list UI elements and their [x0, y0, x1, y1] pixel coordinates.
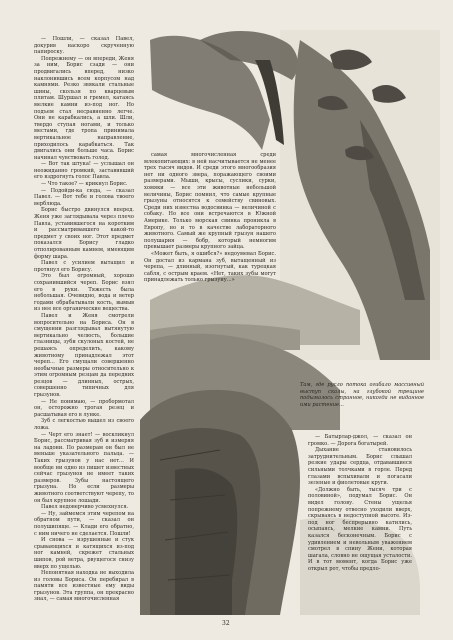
paragraph: — Батырлар-джол, — сказал он громко. — Дорога богатырей. — [308, 434, 412, 447]
paragraph: — Подойди-ка сюда, — сказал Павел. — Вот тебе и голова твоего верблюда. — [34, 187, 134, 207]
paragraph: И снова — изрушенные и стук срывающихся и катящихся из-под ног камней, скрежет стальных шипов, рой ветра, рвущегося снизу вверх по ущелью. — [34, 537, 134, 570]
middle-text-column — [144, 152, 276, 328]
paragraph: самая многочисленная среди млекопитающих: в ней насчитывается не менее трех тысяч видов. И среди этого многообразия нет ни одного звера, поражающего своими размерами. Мыши, крысы, суслики, сурки, хомяки — все эти животные небольшой величины, Борис помнил, что самые крупные грызуны относятся к семейству свиновых. Среди них известна водосвинка — величиной с собаку. Но все они встречаются в Южной Америке. Только морская свинка проникла в Европу, но и то в качестве лабораторного животного. Самый же крупный грызун нашего полушария — бобр, который немногим превышает размеры крупного зайца. — [144, 152, 276, 251]
paragraph: — Что такое? — крикнул Борис. — [41, 181, 128, 188]
paragraph: — Черт его знает! — воскликнул Борис, рассматривая зуб и измеряя на ладони. По размерам он был не меньше указательного пальца. — Таких грызунов у нас нет... И вообще ни одно из пишет известных сейчас грызунов не имеет таких размеров. Зубы настоящего грызуна. Но если размеры животного соответствуют черепу, то он был крупное лошади. — [34, 431, 134, 504]
left-text-column — [34, 36, 134, 611]
paragraph: Борис быстро двинулся вперед. Женя уже заглядывала через плечо Павла, уставившегося на коротким и рассматривавшего какой-то предмет у своих ног. Этот предмет показался Борису гладко отполированным камнем, имеющим форму шара. — [34, 207, 134, 260]
paragraph: Павел и Женя смотрели вопросительно на Бориса. Он в смущении разглядывал вытянутую вертикально челюсть, большие глазницы, зуби скулоных костей, не решаясь определить, какому животному принадлежал этот череп... Его смущали совершенно необычные размеры относительно к этим огромным резцам да передних резцов — длинных, острых, совершенно типичных для грызунов. — [34, 312, 134, 399]
paragraph: «Может быть, я ошибся?» недоумевал Борис. Он достал из кармана зуб, вытащенный из черепа, — длинный, изогнутый, как турецкая сабля, с острым краем. «Нет, таких зубы могут принадлежать только грызуну...» — [144, 250, 276, 284]
paragraph: Павел с усилием вытащил и протянул его Борису. — [34, 260, 134, 273]
paragraph: Зуб с легкостью вышел из своего ложа. — [34, 418, 134, 432]
paragraph: — Пошли, — сказал Павел, докурив наскоро скрученную папироску. — [34, 36, 134, 56]
bottom-right-text-column — [308, 434, 412, 614]
paragraph: «Должно быть, тысяч три с половиной», подумал Борис. Он видел голову. Стены ущелья попрежнему отвесно уходили вверх, скрываясь в недоступной высоте. Из-под ног беспрерывно катились, осыпаясь, мелкие камни. Путь казался бесконечным. Борис с удивлением и невольным уважением смотрел в спину Жени, которая шагала, словно не ощущая усталости. И в тот момент, когда Борис уже открыл рот, чтобы предло- — [308, 486, 412, 572]
paragraph: Дыхание становилось затруднительным. Борис слышал резкие удары сердца, отдававшиеся сильными толчками в горле. Перед глазами вспыхивали и погасали зеленые и фиолетовые круги. — [308, 447, 412, 487]
paragraph: — Не понимаю, — пробормотал он, осторожно трогая резец и расшатывая его в лунке. — [34, 398, 134, 418]
paragraph: Павел недоверчиво усмехнулся. — [41, 504, 129, 511]
paragraph: Попрежнему — он впереди, Женя за ним, Борис сзади — они продвигались вперед, низко наклонившись всем корпусом над камнями. Резко звякали стальные шины, скользя по кварцевым плитам. Шуршал и гремел, катаясь мелкие камни из-под ног. Но подъем стал несравненно легче. Они не карабкались, а шли. Шли, твердо ступая ногами, и только местами, где тропа принимала вертикальное направление, приходилось карабкаться. Так двигались они больше часа. Борис начинал чувствовать голод. — [34, 55, 134, 161]
paragraph: — Ну, займемся этим черепом на обратном пути, — сказал он полушипяще. — Клади его обратно, с ним ничего не сделается. Пошли! — [34, 510, 134, 537]
page-number: 32 — [222, 620, 230, 627]
paragraph: Это был огромный, хорошо сохранившийся череп. Борис взял его в руки. Тяжесть была небольшая. Очевидно, вода и ветер годами обрабатывали кость, вымыв из нее все органические вещества. — [34, 273, 134, 313]
paragraph: — Вот так штука! — услышал он неожиданно громкий, заставивший его вздрогнуть голос Павла. — [34, 161, 134, 181]
paragraph: Непонятная находка не выходила из головы Бориса. Он перебирал в памяти все известные ему виды грызунов. Эта группа, он прекрасно знал, — самая многочисленная — [34, 570, 134, 603]
illustration-caption: Там, где русло потока огибало массивный выступ скалы, на глубокой трещине подымалось странное, никогда не виданное ими растение... — [300, 382, 424, 408]
